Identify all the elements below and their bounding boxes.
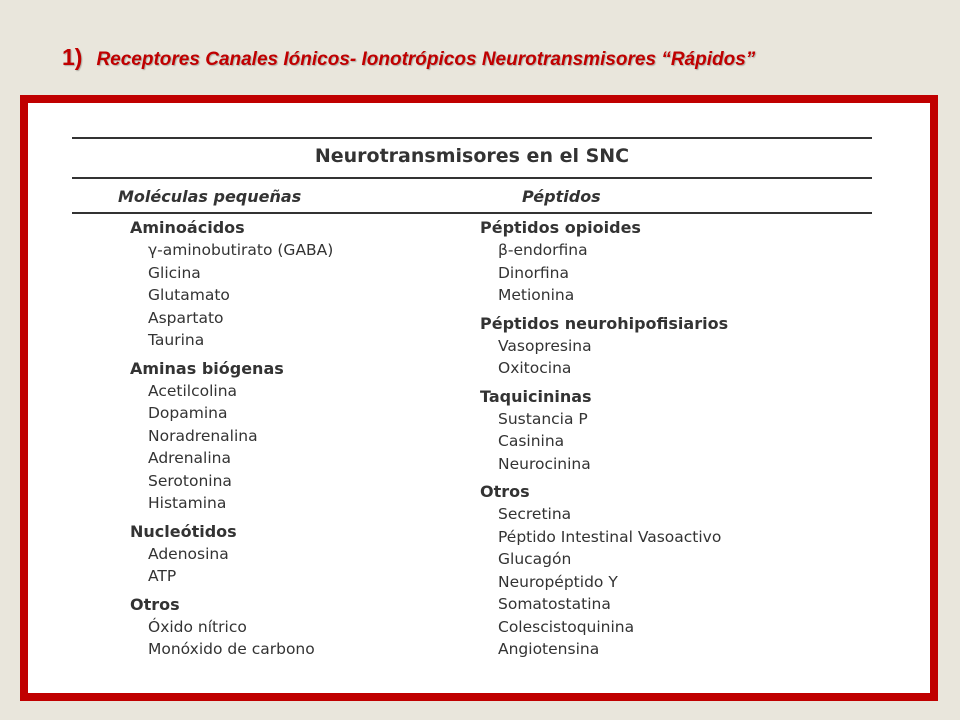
neurotransmitter-item: Histamina <box>148 494 227 512</box>
table-frame <box>20 95 938 701</box>
neurotransmitter-item: Vasopresina <box>498 336 592 355</box>
category-group <box>480 313 728 380</box>
table-top-rule <box>72 137 872 139</box>
neurotransmitter-item: Dopamina <box>148 404 228 422</box>
neurotransmitter-item: Aspartato <box>148 308 224 327</box>
left-column <box>130 217 333 661</box>
right-column <box>480 217 728 661</box>
neurotransmitter-item: Casinina <box>498 432 565 450</box>
neurotransmitter-item: Secretina <box>498 505 572 523</box>
neurotransmitter-item: Acetilcolina <box>148 381 238 400</box>
neurotransmitter-item: Dinorfina <box>498 263 570 282</box>
neurotransmitter-item: γ-aminobutirato (GABA) <box>148 241 334 259</box>
left-column-header: Moléculas pequeñas <box>118 187 302 206</box>
neurotransmitter-item: Glicina <box>148 263 201 282</box>
neurotransmitter-item: Somatostatina <box>498 595 611 613</box>
category-heading: Péptidos opioides <box>480 218 641 237</box>
table-title-rule <box>72 177 872 179</box>
category-group <box>480 386 728 476</box>
category-group <box>130 594 333 661</box>
category-group <box>130 521 333 588</box>
neurotransmitter-item: Serotonina <box>148 471 232 490</box>
slide-title-text: Receptores Canales Iónicos- Ionotrópicos Neurotransmisores “Rápidos” <box>96 49 756 70</box>
category-group <box>480 217 728 307</box>
category-heading: Taquicininas <box>480 386 592 406</box>
neurotransmitter-item: Neuropéptido Y <box>498 572 618 591</box>
category-group <box>130 217 333 352</box>
category-heading: Otros <box>480 482 530 501</box>
neurotransmitter-item: Monóxido de carbono <box>148 640 315 658</box>
neurotransmitter-item: Noradrenalina <box>148 426 258 445</box>
neurotransmitter-item: Neurocinina <box>498 454 591 473</box>
neurotransmitter-item: Adrenalina <box>148 449 231 467</box>
neurotransmitter-item: Taurina <box>148 331 205 349</box>
neurotransmitter-item: Glucagón <box>498 550 572 568</box>
category-heading: Péptidos neurohipofisiarios <box>480 313 729 333</box>
category-group <box>130 358 333 515</box>
slide-title <box>62 44 755 71</box>
category-heading: Otros <box>130 594 180 614</box>
neurotransmitter-item: β-endorfina <box>498 241 588 259</box>
slide-number: 1) <box>62 44 83 70</box>
neurotransmitter-item: ATP <box>148 567 177 585</box>
neurotransmitter-item: Adenosina <box>148 544 229 563</box>
neurotransmitter-item: Glutamato <box>148 286 230 304</box>
category-heading: Aminoácidos <box>130 218 245 237</box>
category-heading: Nucleótidos <box>130 521 237 541</box>
category-group <box>480 481 728 661</box>
neurotransmitter-item: Colescistoquinina <box>498 617 635 636</box>
category-heading: Aminas biógenas <box>130 358 284 378</box>
neurotransmitter-item: Sustancia P <box>498 409 588 428</box>
table-title: Neurotransmisores en el SNC <box>314 145 630 167</box>
neurotransmitter-item: Péptido Intestinal Vasoactivo <box>498 527 722 546</box>
right-column-header: Péptidos <box>522 187 601 206</box>
neurotransmitter-item: Angiotensina <box>498 640 600 658</box>
neurotransmitter-item: Metionina <box>498 286 575 304</box>
neurotransmitter-item: Oxitocina <box>498 359 572 377</box>
neurotransmitter-item: Óxido nítrico <box>148 617 247 636</box>
table-header-rule <box>72 212 872 214</box>
